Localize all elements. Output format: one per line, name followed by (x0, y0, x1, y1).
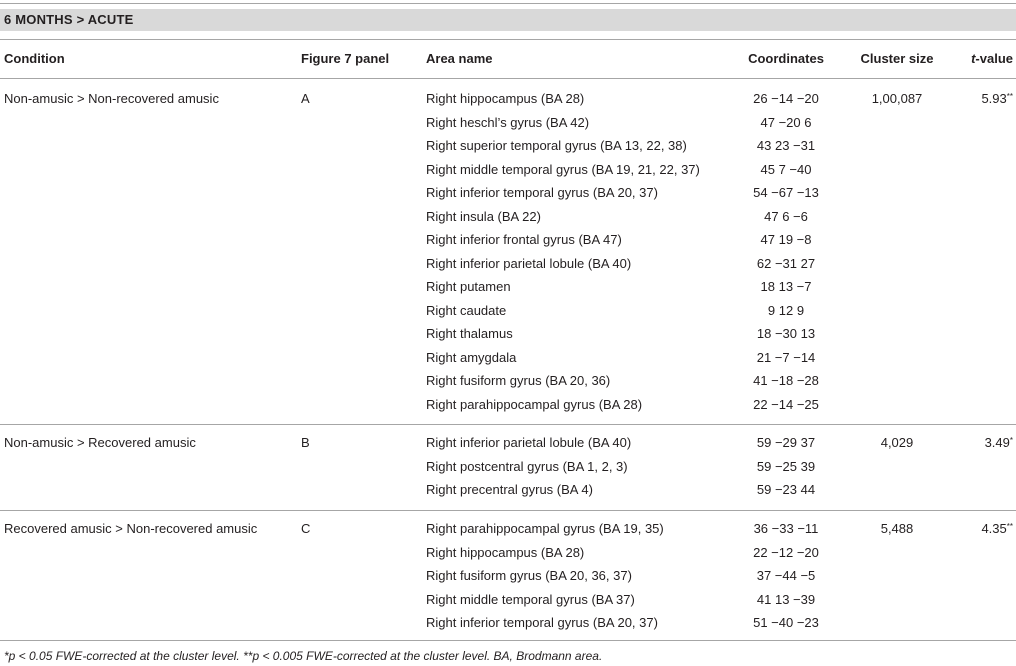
area-name-cell: Right insula (BA 22) (426, 209, 541, 224)
header-top-rule (0, 39, 1016, 40)
area-name-cell: Right amygdala (426, 350, 517, 365)
coordinates-cell: 59 −29 37 (756, 435, 816, 450)
condition-cell: Non-amusic > Non-recovered amusic (4, 91, 219, 106)
coordinates-cell: 41 −18 −28 (753, 373, 819, 388)
cluster-size-cell: 1,00,087 (871, 91, 923, 106)
area-name-cell: Right superior temporal gyrus (BA 13, 22, 38) (426, 138, 687, 153)
area-name-cell: Right middle temporal gyrus (BA 37) (426, 592, 635, 607)
figure-panel-cell: B (301, 435, 310, 450)
t-value-number: 5.93 (981, 91, 1007, 106)
coordinates-cell: 22 −12 −20 (753, 545, 819, 560)
coordinates-cell: 18 −30 13 (756, 326, 816, 341)
area-name-cell: Right postcentral gyrus (BA 1, 2, 3) (426, 459, 628, 474)
col-header-cluster-size: Cluster size (860, 51, 934, 66)
area-name-cell: Right caudate (426, 303, 507, 318)
col-header-condition: Condition (4, 51, 65, 66)
area-name-cell: Right inferior temporal gyrus (BA 20, 37) (426, 185, 658, 200)
coordinates-cell: 47 19 −8 (760, 232, 812, 247)
coordinates-cell: 37 −44 −5 (756, 568, 816, 583)
coordinates-cell: 26 −14 −20 (753, 91, 819, 106)
area-name-cell: Right precentral gyrus (BA 4) (426, 482, 593, 497)
t-value-cell (950, 435, 1013, 451)
coordinates-cell: 21 −7 −14 (756, 350, 816, 365)
coordinates-cell: 59 −23 44 (756, 482, 816, 497)
col-header-panel: Figure 7 panel (301, 51, 390, 66)
area-name-cell: Right heschl’s gyrus (BA 42) (426, 115, 590, 130)
coordinates-cell: 47 6 −6 (764, 209, 808, 224)
t-value-number: 3.49 (984, 435, 1010, 450)
coordinates-cell: 9 12 9 (767, 303, 805, 318)
coordinates-cell: 54 −67 −13 (753, 185, 819, 200)
area-name-cell: Right inferior parietal lobule (BA 40) (426, 256, 632, 271)
coordinates-cell: 62 −31 27 (756, 256, 816, 271)
area-name-cell: Right parahippocampal gyrus (BA 28) (426, 397, 643, 412)
condition-cell: Non-amusic > Recovered amusic (4, 435, 196, 450)
coordinates-cell: 43 23 −31 (756, 138, 816, 153)
t-suffix: -value (975, 51, 1013, 66)
coordinates-cell: 59 −25 39 (756, 459, 816, 474)
condition-cell: Recovered amusic > Non-recovered amusic (4, 521, 258, 536)
section-header-bar (0, 9, 1016, 31)
group-separator (0, 510, 1016, 511)
col-header-t-value (950, 51, 1013, 66)
significance-marker: * (1009, 436, 1013, 445)
area-name-cell: Right thalamus (426, 326, 513, 341)
figure-panel-cell: C (301, 521, 311, 536)
col-header-area: Area name (426, 51, 493, 66)
t-value-cell (950, 91, 1013, 107)
coordinates-cell: 22 −14 −25 (753, 397, 819, 412)
header-bottom-rule (0, 78, 1016, 79)
coordinates-cell: 51 −40 −23 (753, 615, 819, 630)
area-name-cell: Right parahippocampal gyrus (BA 19, 35) (426, 521, 664, 536)
t-value-cell (950, 521, 1013, 537)
t-italic: t (971, 51, 976, 66)
coordinates-cell: 36 −33 −11 (753, 521, 819, 536)
area-name-cell: Right inferior frontal gyrus (BA 47) (426, 232, 622, 247)
area-name-cell: Right inferior temporal gyrus (BA 20, 37) (426, 615, 658, 630)
coordinates-cell: 41 13 −39 (756, 592, 816, 607)
group-separator (0, 424, 1016, 425)
top-rule (0, 3, 1016, 4)
area-name-cell: Right hippocampus (BA 28) (426, 91, 585, 106)
area-name-cell: Right inferior parietal lobule (BA 40) (426, 435, 632, 450)
area-name-cell: Right fusiform gyrus (BA 20, 36, 37) (426, 568, 632, 583)
coordinates-cell: 47 −20 6 (760, 115, 812, 130)
area-name-cell: Right putamen (426, 279, 511, 294)
significance-marker: ** (1006, 92, 1013, 101)
area-name-cell: Right middle temporal gyrus (BA 19, 21, 22, 37) (426, 162, 700, 177)
cluster-size-cell: 4,029 (880, 435, 914, 450)
cluster-size-cell: 5,488 (880, 521, 914, 536)
col-header-coordinates: Coordinates (748, 51, 824, 66)
area-name-cell: Right hippocampus (BA 28) (426, 545, 585, 560)
coordinates-cell: 18 13 −7 (760, 279, 812, 294)
significance-marker: ** (1006, 522, 1013, 531)
section-title: 6 MONTHS > ACUTE (4, 12, 134, 27)
bottom-rule (0, 640, 1016, 641)
t-value-number: 4.35 (981, 521, 1007, 536)
area-name-cell: Right fusiform gyrus (BA 20, 36) (426, 373, 611, 388)
footnote: *p < 0.05 FWE-corrected at the cluster level. **p < 0.005 FWE-corrected at the cluster level. BA, Brodmann area. (4, 649, 603, 663)
coordinates-cell: 45 7 −40 (760, 162, 812, 177)
figure-panel-cell: A (301, 91, 310, 106)
